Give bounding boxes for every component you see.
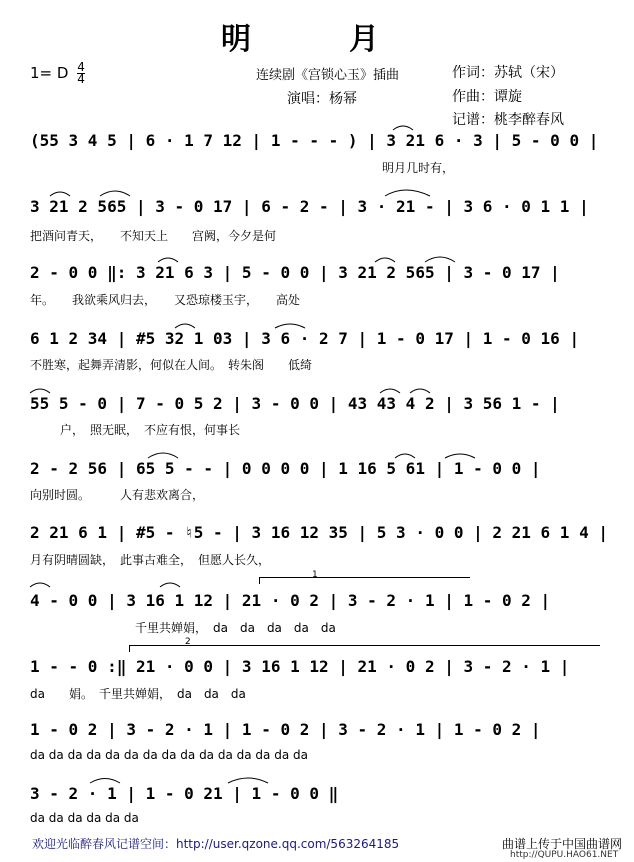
notation-row-1: (55 3 4 5 | 6 · 1 7 12 | 1 - - - ) | 3 21 6 · 3 | 5 - 0 0 |: [30, 131, 599, 150]
lyrics-row-4: 不胜寒，起舞弄清影，何似在人间。 转朱阁 低绮: [30, 358, 313, 372]
composer-credit: 作曲：谭旋: [452, 89, 522, 105]
slur: [375, 258, 395, 262]
slur: [275, 324, 305, 328]
slur: [410, 389, 430, 393]
volta-number-1: 1: [312, 570, 318, 580]
subtitle: 连续剧《宫锁心玉》插曲: [256, 68, 400, 83]
notation-row-4: 6 1 2 34 | #5 32 1 03 | 3 6 · 2 7 | 1 - 0 17 | 1 - 0 16 |: [30, 329, 580, 348]
volta-number-2: 2: [185, 637, 191, 647]
page-title: 明 月: [221, 22, 413, 57]
slur: [445, 454, 475, 458]
lyrics-row-5: 户， 照无眠， 不应有恨，何事长: [60, 423, 241, 437]
slur: [148, 453, 178, 458]
lyrics-row-9: da 娟。 千里共婵娟， da da da: [30, 687, 246, 701]
key-label: 1= D: [30, 64, 69, 82]
lyrics-row-6: 向别时圆。 人有悲欢离合，: [30, 488, 205, 502]
notation-row-8: 4 - 0 0 | 3 16 1 12 | 21 · 0 2 | 3 - 2 · 1 | 1 - 0 2 |: [30, 591, 551, 610]
time-sig-top: 4: [77, 60, 85, 74]
lyrics-row-11: da da da da da da: [30, 811, 139, 825]
lyrics-row-3: 年。 我欲乘风归去， 又恐琼楼玉宇， 高处: [30, 293, 301, 307]
slur: [50, 192, 70, 196]
slurs: [30, 126, 475, 783]
lyrics-row-10: da da da da da da da da da da da da da da da: [30, 748, 308, 762]
slur: [385, 190, 430, 196]
notation-row-2: 3 21 2 565 | 3 - 0 17 | 6 - 2 - | 3 · 21 - | 3 6 · 0 1 1 |: [30, 197, 589, 216]
notation-row-7: 2 21 6 1 | #5 - ♮5 - | 3 16 12 35 | 5 3 · 0 0 | 2 21 6 1 4 |: [30, 523, 608, 542]
notation-row-11: 3 - 2 · 1 | 1 - 0 21 | 1 - 0 0 ‖: [30, 784, 339, 803]
lyrics-row-2: 把酒问青天， 不知天上 宫阙，今夕是何: [30, 229, 277, 243]
notation-row-5: 55 5 - 0 | 7 - 0 5 2 | 3 - 0 0 | 43 43 4 2 | 3 56 1 - |: [30, 394, 560, 413]
singer-credit: 演唱：杨幂: [287, 91, 357, 107]
slur: [30, 583, 50, 587]
slur: [380, 389, 400, 393]
slur: [175, 324, 195, 328]
lyricist-credit: 作词：苏轼（宋）: [452, 65, 564, 81]
notation-row-6: 2 - 2 56 | 65 5 - - | 0 0 0 0 | 1 16 5 61 | 1 - 0 0 |: [30, 459, 541, 478]
slur: [30, 389, 50, 393]
lyrics-row-1: 明月几时有，: [382, 161, 455, 175]
footer-url: http://QUPU.HAO61.NET: [510, 850, 619, 860]
footer-credit: 欢迎光临醉春风记谱空间：http://user.qzone.qq.com/563264185: [32, 837, 400, 851]
slur: [158, 258, 178, 262]
lyrics-row-8: 千里共婵娟， da da da da da: [135, 621, 336, 635]
time-sig-bottom: 4: [77, 72, 85, 86]
slur: [160, 583, 180, 587]
slur: [90, 779, 120, 784]
lyrics-row-7: 月有阴晴圆缺， 此事古难全， 但愿人长久，: [30, 553, 271, 567]
slur: [393, 126, 413, 130]
slur: [395, 454, 415, 458]
slur: [228, 778, 268, 783]
slur: [100, 191, 130, 196]
transcriber-credit: 记谱：桃李醉春风: [452, 112, 564, 128]
footer-source: 曲谱上传于中国曲谱网: [502, 837, 623, 851]
notation-row-10: 1 - 0 2 | 3 - 2 · 1 | 1 - 0 2 | 3 - 2 · 1 | 1 - 0 2 |: [30, 720, 541, 739]
notation-row-3: 2 - 0 0 ‖: 3 21 6 3 | 5 - 0 0 | 3 21 2 565 | 3 - 0 17 |: [30, 263, 560, 282]
slur: [425, 257, 455, 262]
notation-row-9: 1 - - 0 :‖ 21 · 0 0 | 3 16 1 12 | 21 · 0 2 | 3 - 2 · 1 |: [30, 657, 570, 676]
